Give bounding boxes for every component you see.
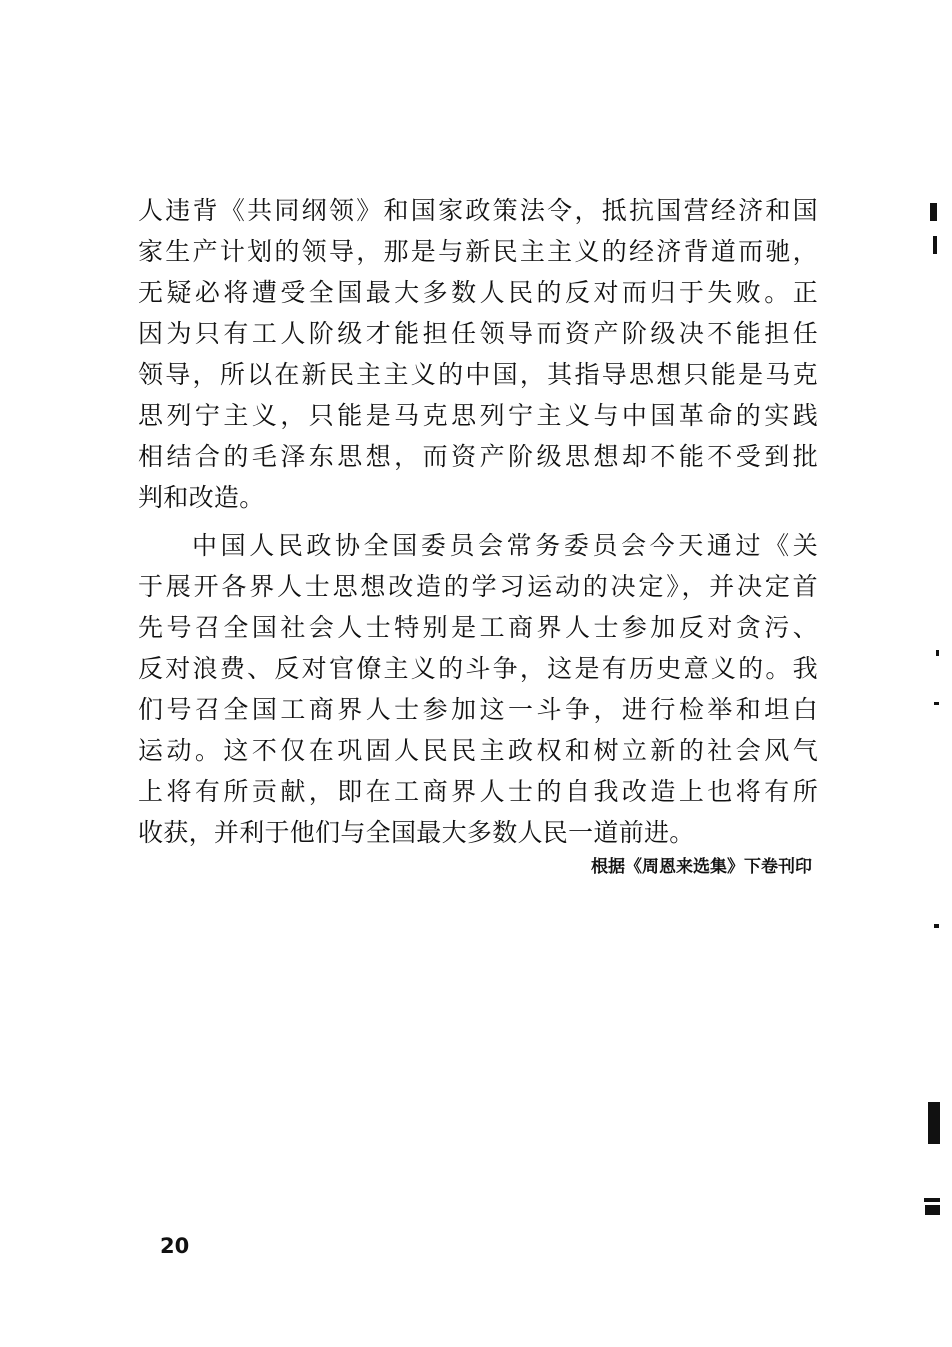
paragraph-2: [138, 525, 818, 853]
scan-artifact-mark: [925, 1205, 940, 1215]
text-line: 反对浪费、反对官僚主义的斗争，这是有历史意义的。我: [138, 654, 818, 683]
scan-artifact-mark: [934, 924, 939, 928]
scan-artifact-mark: [936, 650, 939, 656]
text-line: 于展开各界人士思想改造的学习运动的决定》，并决定首: [138, 572, 818, 601]
text-line: 收获，并利于他们与全国最大多数人民一道前进。: [138, 818, 695, 847]
scan-artifact-mark: [928, 1102, 940, 1144]
scan-artifact-mark: [930, 203, 937, 221]
text-line: 判和改造。: [138, 483, 265, 512]
text-line: 领导，所以在新民主主义的中国，其指导思想只能是马克: [138, 360, 818, 389]
paragraph-gap: [138, 518, 818, 525]
text-line: 们号召全国工商界人士参加这一斗争，进行检举和坦白: [138, 695, 818, 724]
text-line: 无疑必将遭受全国最大多数人民的反对而归于失败。正: [138, 278, 818, 307]
text-line: 运动。这不仅在巩固人民民主政权和树立新的社会风气: [138, 736, 818, 765]
text-line: 先号召全国社会人士特别是工商界人士参加反对贪污、: [138, 613, 818, 642]
text-line: 上将有所贡献，即在工商界人士的自我改造上也将有所: [138, 777, 818, 806]
text-line: 相结合的毛泽东思想，而资产阶级思想却不能不受到批: [138, 442, 818, 471]
text-line: 中国人民政协全国委员会常务委员会今天通过《关: [192, 531, 818, 560]
scan-artifact-mark: [924, 1198, 940, 1202]
body-text: [138, 190, 818, 853]
text-line: 思列宁主义，只能是马克思列宁主义与中国革命的实践: [138, 401, 818, 430]
source-note: 根据《周恩来选集》下卷刊印: [591, 857, 812, 877]
paragraph-1: [138, 190, 818, 518]
text-line: 人违背《共同纲领》和国家政策法令，抵抗国营经济和国: [138, 196, 818, 225]
text-line: 因为只有工人阶级才能担任领导而资产阶级决不能担任: [138, 319, 818, 348]
scan-artifact-mark: [933, 236, 937, 254]
page-number: 20: [160, 1234, 190, 1258]
text-line: 家生产计划的领导，那是与新民主主义的经济背道而驰，: [138, 237, 818, 266]
scan-artifact-mark: [934, 702, 939, 705]
